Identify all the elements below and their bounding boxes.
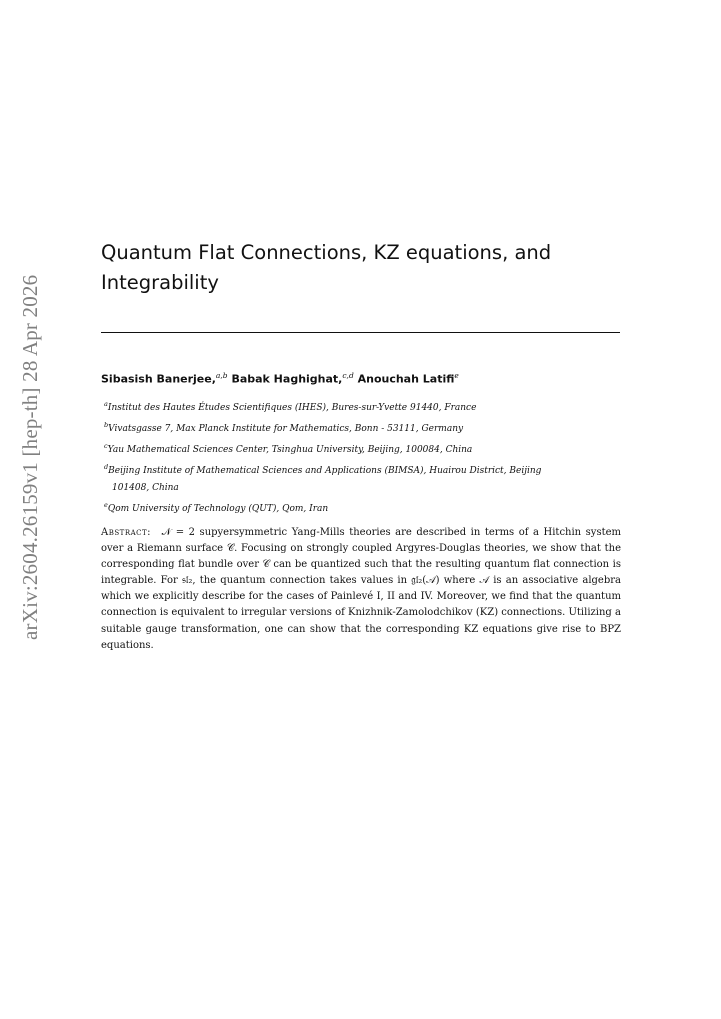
abstract <box>101 525 621 654</box>
title-rule <box>101 332 620 333</box>
author-list <box>101 371 621 386</box>
affiliation-text: Beijing Institute of Mathematical Sciences and Applications (BIMSA), Huairou District, Beijing <box>108 466 542 476</box>
affiliation-mark: a <box>104 400 108 408</box>
abstract-label: Abstract: <box>101 527 152 538</box>
arxiv-identifier-stamp: arXiv:2604.26159v1 [hep-th] 28 Apr 2026 <box>18 274 42 640</box>
paper-title <box>101 238 621 298</box>
affiliation <box>104 396 622 417</box>
affiliation <box>104 459 622 497</box>
author-name: Babak Haghighat, <box>231 372 343 386</box>
abstract-text: 𝒩 = 2 supyersymmetric Yang-Mills theories are described in terms of a Hitchin system over a Riemann surface 𝒞. Focusing on strongly coupled Argyres-Douglas theories, we show that the corresponding flat bundle over 𝒞 can be quantized such that the resulting quantum flat connection is integrable. For 𝔰𝔩₂, the quantum connection takes values in 𝔤𝔩₂(𝒜) where 𝒜 is an associative algebra which we explicitly describe for the cases of Painlevé I, II and IV. Moreover, we find that the quantum connection is equivalent to irregular versions of Knizhnik-Zamolodchikov (KZ) connections. Utilizing a suitable gauge transformation, one can show that the corresponding KZ equations give rise to BPZ equations. <box>101 527 621 651</box>
author-affiliation-mark: e <box>454 371 459 380</box>
affiliation-mark: d <box>104 463 109 471</box>
title-line-1: Quantum Flat Connections, KZ equations, and <box>101 241 552 264</box>
affiliation <box>104 417 622 438</box>
affiliation <box>104 497 622 518</box>
affiliation-text: Qom University of Technology (QUT), Qom, Iran <box>107 504 329 514</box>
affiliation <box>104 438 622 459</box>
affiliation-continuation: 101408, China <box>112 483 179 493</box>
title-line-2: Integrability <box>101 271 219 294</box>
author-affiliation-mark: a,b <box>215 371 228 380</box>
affiliation-text: Vivatsgasse 7, Max Planck Institute for Mathematics, Bonn - 53111, Germany <box>108 424 464 434</box>
author-affiliation-mark: c,d <box>342 371 354 380</box>
affiliation-text: Yau Mathematical Sciences Center, Tsinghua University, Beijing, 100084, China <box>107 445 473 455</box>
affiliation-list <box>104 396 622 518</box>
affiliation-mark: b <box>104 421 109 429</box>
affiliation-mark: e <box>104 501 108 509</box>
affiliation-mark: c <box>104 442 108 450</box>
author-name: Anouchah Latifi <box>357 372 455 386</box>
author-name: Sibasish Banerjee, <box>101 372 216 386</box>
affiliation-text: Institut des Hautes Études Scientifiques (IHES), Bures-sur-Yvette 91440, France <box>107 403 477 413</box>
